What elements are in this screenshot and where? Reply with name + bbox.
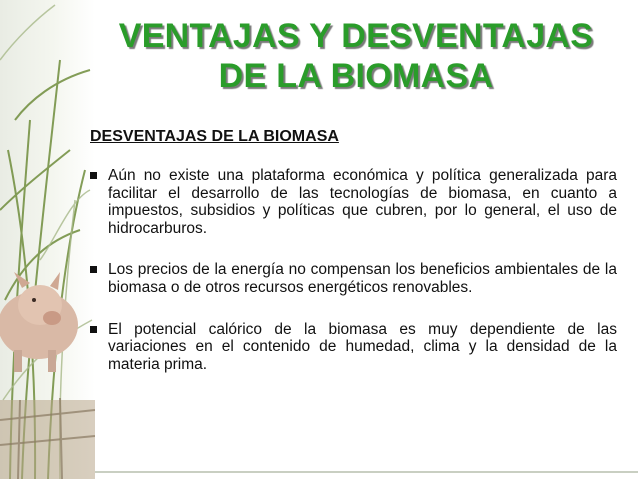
reeds-and-pig-illustration [0, 0, 95, 479]
list-item [90, 167, 617, 237]
bullet-text: Los precios de la energía no compensan los beneficios ambientales de la biomasa o de otros recursos energéticos renovables. [108, 261, 617, 296]
list-item [90, 261, 617, 296]
square-bullet-icon [90, 326, 97, 333]
bullet-list [90, 167, 617, 397]
square-bullet-icon [90, 172, 97, 179]
bullet-text: El potencial calórico de la biomasa es muy dependiente de las variaciones en el contenido de humedad, clima y la densidad de la materia prima. [108, 320, 617, 373]
square-bullet-icon [90, 266, 97, 273]
bullet-text: Aún no existe una plataforma económica y política generalizada para facilitar el desarrollo de las tecnologías de biomasa, en cuanto a impuestos, subsidios y políticas que cubren, por lo general, el uso de hidrocarburos. [108, 167, 617, 237]
title-line-2: DE LA BIOMASA [218, 57, 494, 95]
section-subtitle: DESVENTAJAS DE LA BIOMASA [90, 128, 339, 145]
page-title [96, 16, 616, 96]
title-line-1: VENTAJAS Y DESVENTAJAS [118, 17, 594, 55]
side-decoration-photo [0, 0, 95, 479]
bottom-divider [95, 471, 638, 473]
list-item [90, 321, 617, 374]
